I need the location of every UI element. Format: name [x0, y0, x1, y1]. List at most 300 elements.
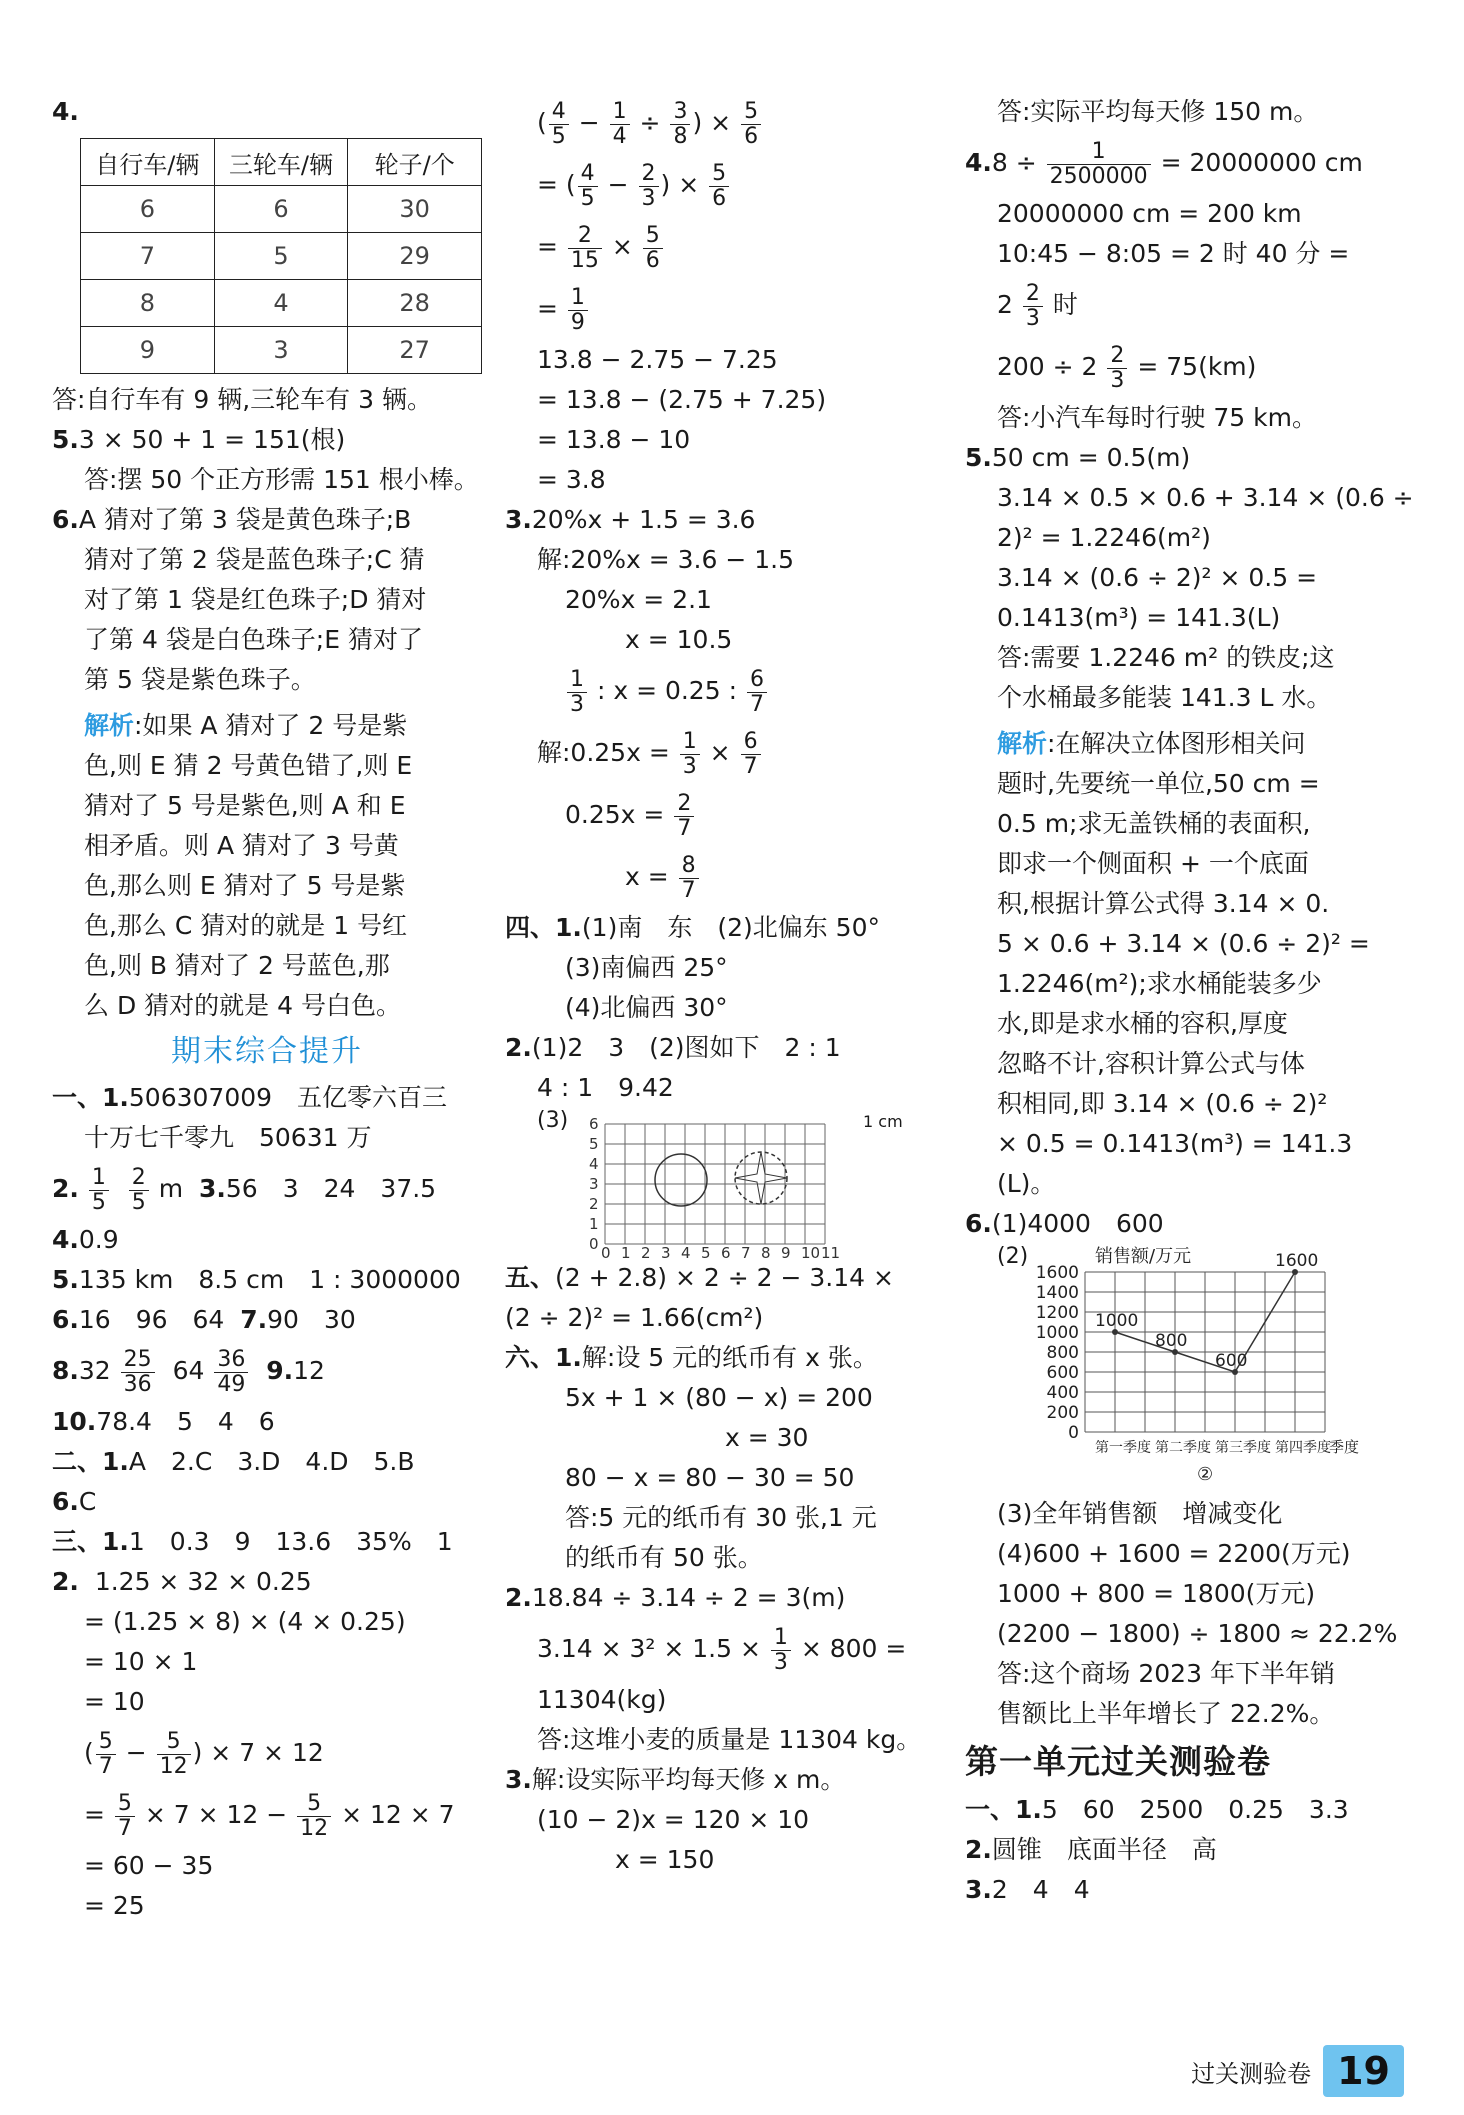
fraction	[121, 1348, 155, 1397]
table-cell: 28	[348, 280, 482, 327]
q6-line: 1000 + 800 = 1800(万元)	[997, 1579, 1316, 1608]
fraction	[96, 1730, 116, 1779]
q6-line: A 猜对了第 3 袋是黄色珠子;B	[78, 505, 412, 534]
analysis-block	[965, 724, 1385, 1204]
calc-line: 2)² = 1.2246(m²)	[997, 523, 1211, 552]
denominator: 6	[712, 185, 727, 211]
q5-answer: 答:摆 50 个正方形需 151 根小棒。	[84, 465, 479, 494]
denominator: 49	[217, 1371, 246, 1397]
s1-7-value: 90 30	[267, 1305, 356, 1334]
q5-number: 5.	[965, 443, 992, 472]
numerator: 2	[639, 162, 659, 187]
numerator: 4	[578, 162, 598, 187]
grid-y-label: 1	[589, 1215, 599, 1233]
fraction	[1047, 140, 1151, 189]
answer-line: 答:小汽车每时行驶 75 km。	[997, 403, 1317, 432]
equation-line: 20%x = 2.1	[565, 585, 712, 614]
denominator: 7	[681, 877, 696, 903]
s2-6-number: 6.	[52, 1487, 79, 1516]
sales-chart-figure	[965, 1244, 1385, 1494]
table-cell: 5	[214, 233, 348, 280]
q6-sub-label: (2)	[997, 1244, 1029, 1269]
denominator: 5	[91, 1189, 106, 1215]
grid-x-label: 7	[741, 1244, 751, 1262]
numerator: 5	[709, 162, 729, 187]
calc-text: = 75(km)	[1137, 352, 1257, 381]
calc-line: 50 cm = 0.5(m)	[991, 443, 1191, 472]
denominator: 7	[117, 1815, 132, 1841]
fraction	[709, 162, 729, 211]
calc-line: = 3.8	[537, 465, 606, 494]
numerator: 1	[771, 1626, 791, 1651]
s4-line: 4 : 1 9.42	[537, 1073, 674, 1102]
section-title: 期末综合提升	[171, 1034, 363, 1069]
calc-line: 3.14 × 0.5 × 0.6 + 3.14 × (0.6 ÷	[997, 483, 1414, 512]
analysis-line: 即求一个侧面积 + 一个底面	[997, 849, 1309, 878]
denominator: 6	[645, 247, 660, 273]
q6-line: (4)600 + 1600 = 2200(万元)	[997, 1539, 1351, 1568]
fraction	[578, 162, 598, 211]
s3-2-number: 2.	[52, 1567, 79, 1596]
calc-text: 3.14 × 3² × 1.5 ×	[537, 1634, 761, 1663]
equation-text: x =	[625, 862, 669, 891]
q5-equation: 3 × 50 + 1 = 151(根)	[78, 425, 346, 454]
calc-line: = 10 × 1	[84, 1647, 198, 1676]
grid-x-label: 9	[781, 1244, 791, 1262]
numerator: 2	[1023, 282, 1043, 307]
u1-prefix: 一、1.	[965, 1795, 1042, 1824]
fraction	[567, 668, 587, 717]
calc-text: × 800 =	[800, 1634, 907, 1663]
u3-value: 2 4 4	[991, 1875, 1090, 1904]
chart-ylabel: 销售额/万元	[1095, 1246, 1192, 1267]
u2-number: 2.	[965, 1835, 992, 1864]
denominator: 3	[641, 185, 656, 211]
analysis-line: 5 × 0.6 + 3.14 × (0.6 ÷ 2)² =	[997, 929, 1370, 958]
s1-10-value: 78.4 5 4 6	[96, 1407, 275, 1436]
fraction	[679, 854, 699, 903]
grid-y-label: 3	[589, 1175, 599, 1193]
chart-data-label: 800	[1155, 1331, 1188, 1351]
calc-text: ) × 7 × 12	[192, 1738, 324, 1767]
analysis-line: 色,那么 C 猜对的就是 1 号红	[84, 911, 408, 940]
fraction	[747, 668, 767, 717]
numerator: 2	[129, 1166, 149, 1191]
analysis-tag: 解析	[84, 711, 135, 740]
fraction	[674, 792, 694, 841]
analysis-line: 题时,先要统一单位,50 cm =	[997, 769, 1320, 798]
numerator: 5	[115, 1792, 135, 1817]
s6-line: 解:设 5 元的纸币有 x 张。	[581, 1343, 878, 1372]
fraction	[297, 1792, 331, 1841]
equation-line: 20%x + 1.5 = 3.6	[531, 505, 756, 534]
chart-ytick-label: 1200	[1035, 1303, 1079, 1323]
fraction	[741, 730, 761, 779]
chart-data-label: 1000	[1095, 1311, 1139, 1331]
s1-5-value: 135 km 8.5 cm 1 : 3000000	[78, 1265, 461, 1294]
fraction	[639, 162, 659, 211]
calc-line: 13.8 − 2.75 − 7.25	[537, 345, 778, 374]
chart-xtick-label: 第一季度	[1095, 1440, 1151, 1456]
s1-10-number: 10.	[52, 1407, 97, 1436]
calc-line: = 13.8 − 10	[537, 425, 691, 454]
analysis-line: × 0.5 = 0.1413(m³) = 141.3	[997, 1129, 1353, 1158]
q6-line: (1)4000 600	[991, 1209, 1164, 1238]
denominator: 5	[131, 1189, 146, 1215]
s6-line: 11304(kg)	[537, 1685, 667, 1714]
denominator: 7	[743, 753, 758, 779]
analysis-tag: 解析	[997, 729, 1048, 758]
equation-line: 解:20%x = 3.6 − 1.5	[537, 545, 794, 574]
analysis-line: :如果 A 猜对了 2 号是紫	[134, 711, 408, 740]
fraction	[568, 286, 588, 335]
denominator: 36	[123, 1371, 152, 1397]
grid-y-label: 4	[589, 1155, 599, 1173]
calc-line: 20000000 cm = 200 km	[997, 199, 1302, 228]
s6-3-number: 3.	[505, 1765, 532, 1794]
numerator: 1	[1047, 140, 1151, 165]
numerator: 4	[549, 100, 569, 125]
analysis-line: (L)。	[997, 1169, 1056, 1198]
chart-xtick-label: 第二季度	[1155, 1440, 1211, 1456]
denominator: 12	[159, 1753, 188, 1779]
table-cell: 29	[348, 233, 482, 280]
s1-2-number: 2.	[52, 1174, 79, 1203]
chart-ytick-label: 1600	[1035, 1263, 1079, 1283]
s6-line: 答:这堆小麦的质量是 11304 kg。	[537, 1725, 922, 1754]
fraction	[549, 100, 569, 149]
table-cell: 30	[348, 186, 482, 233]
q5-number: 5.	[52, 425, 79, 454]
calc-line: 答:需要 1.2246 m² 的铁皮;这	[997, 643, 1335, 672]
fraction	[129, 1166, 149, 1215]
analysis-line: 色,那么则 E 猜对了 5 号是紫	[84, 871, 406, 900]
q6-line: 了第 4 袋是白色珠子;E 猜对了	[84, 625, 423, 654]
s1-8-number: 8.	[52, 1356, 79, 1385]
u2-value: 圆锥 底面半径 高	[991, 1835, 1217, 1864]
chart-xlabel: 季度	[1329, 1438, 1360, 1456]
q6-line: (3)全年销售额 增减变化	[997, 1499, 1283, 1528]
s4-line: (4)北偏西 30°	[565, 993, 728, 1022]
denominator: 7	[677, 815, 692, 841]
numerator: 25	[121, 1348, 155, 1373]
numerator: 1	[568, 286, 588, 311]
numerator: 1	[567, 668, 587, 693]
calc-line: 1.25 × 32 × 0.25	[94, 1567, 312, 1596]
s5-prefix: 五、	[505, 1263, 556, 1292]
chart-figure-label: ②	[1197, 1464, 1214, 1485]
chart-xtick-label: 第三季度	[1215, 1440, 1271, 1456]
calc-text: 8 ÷	[991, 148, 1037, 177]
fraction	[670, 100, 690, 149]
table-header: 轮子/个	[348, 139, 482, 186]
fraction	[680, 730, 700, 779]
table-cell: 4	[214, 280, 348, 327]
table-cell: 27	[348, 327, 482, 374]
grid-y-label: 5	[589, 1135, 599, 1153]
fraction	[214, 1348, 248, 1397]
calc-text: × 7 × 12 −	[144, 1800, 288, 1829]
footer-label: 过关测验卷	[1191, 2059, 1312, 2088]
numerator: 6	[741, 730, 761, 755]
q6-line: 售额比上半年增长了 22.2%。	[997, 1699, 1335, 1728]
numerator: 5	[297, 1792, 331, 1817]
equation-text: 解:0.25x =	[537, 738, 670, 767]
s1-3-value: 56 3 24 37.5	[225, 1174, 437, 1203]
s1-4-number: 4.	[52, 1225, 79, 1254]
mixed-whole: 64	[172, 1356, 205, 1385]
chart-ytick-label: 400	[1046, 1383, 1079, 1403]
grid-x-label: 4	[681, 1244, 691, 1262]
mixed-whole: 2	[997, 290, 1013, 319]
table-cell: 7	[81, 233, 215, 280]
numerator: 2	[568, 224, 602, 249]
denominator: 5	[551, 123, 566, 149]
calc-line: 3.14 × (0.6 ÷ 2)² × 0.5 =	[997, 563, 1318, 592]
s1-1-line: 十万七千零九 50631 万	[84, 1123, 372, 1152]
numerator: 36	[214, 1348, 248, 1373]
denominator: 4	[612, 123, 627, 149]
denominator: 7	[749, 691, 764, 717]
calc-line: 10:45 − 8:05 = 2 时 40 分 =	[997, 239, 1350, 268]
s6-line: 的纸币有 50 张。	[565, 1543, 763, 1572]
grid-x-label: 2	[641, 1244, 651, 1262]
denominator: 7	[98, 1753, 113, 1779]
s4-2-number: 2.	[505, 1033, 532, 1062]
fraction	[741, 100, 761, 149]
s1-4-value: 0.9	[78, 1225, 119, 1254]
s4-prefix: 四、1.	[505, 913, 582, 942]
grid-x-label: 10	[801, 1244, 821, 1262]
grid-y-label: 0	[589, 1235, 599, 1253]
analysis-line: 猜对了 5 号是紫色,则 A 和 E	[84, 791, 406, 820]
chart-ytick-label: 0	[1068, 1423, 1079, 1443]
numerator: 6	[747, 668, 767, 693]
fraction	[1107, 344, 1127, 393]
denominator: 6	[744, 123, 759, 149]
dashed-circle-shape	[735, 1152, 787, 1204]
q6-number: 6.	[965, 1209, 992, 1238]
grid-scale-label: 1 cm	[863, 1112, 903, 1131]
q6-line: 第 5 袋是紫色珠子。	[84, 665, 316, 694]
q6-line: 答:这个商场 2023 年下半年销	[997, 1659, 1335, 1688]
s6-line: x = 30	[725, 1423, 809, 1452]
chart-data-label: 1600	[1275, 1251, 1319, 1271]
denominator: 3	[773, 1649, 788, 1675]
s6-line: 80 − x = 80 − 30 = 50	[565, 1463, 855, 1492]
calc-line: = 60 − 35	[84, 1851, 214, 1880]
column-2: ( $\frac{4}{5}$ − $\frac{1}{4}$ ÷ $\frac{3}{8}$ ) × $\frac{5}{6}$ = ( $\frac{4}{5}$ − $\frac{2}{3}$ ) × $\frac{5}{6}$ = $\frac{2}{15}$ × $\frac{5}{6}$ = $\frac{1}{9}$ 13.8 − 2.75 − 7.25 = 13.8 − (2.75 + 7.25) = 13.8 − 10 = 3.8 3.20%x + 1.5 = 3.6 解:20%x = 3.6 − 1.5 20%x = 2.1 x = 10.5 $\frac{1}{3}$ : x = 0.25 : $\frac{6}{7}$ 解:0.25x = $\frac{1}{3}$ × $\frac{6}{7}$ 0.25x = $\frac{2}{7}$ x = $\frac{8}{7}$ 四、1.(1)南 东 (2)北偏东 50° (3)南偏西 25° (4)北偏西 30° 2.(1)2 3 (2)图如下 2 : 1 4 : 1 9.42 (3) 0 1 2 3 4 5 6 7 8 9 10 11 0 1 2 3 4 5 6 1 cm 五、(2 + 2.8) × 2 ÷ 2 − 3.14 × (2 ÷ 2)² = 1.66(cm²) 六、1.解:设 5 元的纸币有 x 张。 5x + 1 × (80 − x) = 200 x = 30 80 − x = 80 − 30 = 50 答:5 元的纸币有 30 张,1 元 的纸币有 50 张。 2.18.84 ÷ 3.14 ÷ 2 = 3(m) 3.14 × 3² × 1.5 × $\frac{1}{3}$ × 800 = 11304(kg) 答:这堆小麦的质量是 11304 kg。 3.解:设实际平均每天修 x m。 (10 − 2)x = 120 × 10 x = 150	[505, 92, 945, 1880]
q6-line: 猜对了第 2 袋是蓝色珠子;C 猜	[84, 545, 425, 574]
answer-line: 答:实际平均每天修 150 m。	[997, 97, 1319, 126]
numerator: 5	[157, 1730, 191, 1755]
fraction	[568, 224, 602, 273]
denominator: 8	[673, 123, 688, 149]
denominator: 5	[580, 185, 595, 211]
s5-line: (2 + 2.8) × 2 ÷ 2 − 3.14 ×	[555, 1263, 894, 1292]
numerator: 1	[89, 1166, 109, 1191]
calc-text: 200 ÷ 2	[997, 352, 1098, 381]
fraction	[115, 1792, 135, 1841]
q6-line: (2200 − 1800) ÷ 1800 ≈ 22.2%	[997, 1619, 1398, 1648]
analysis-line: 忽略不计,容积计算公式与体	[997, 1049, 1305, 1078]
denominator: 3	[682, 753, 697, 779]
s6-line: x = 150	[615, 1845, 715, 1874]
u3-number: 3.	[965, 1875, 992, 1904]
grid-x-label: 1	[621, 1244, 631, 1262]
calc-text: 时	[1052, 290, 1078, 319]
analysis-block	[52, 706, 482, 1026]
s1-prefix: 一、1.	[52, 1083, 129, 1112]
numerator: 3	[670, 100, 690, 125]
chart-ytick-label: 800	[1046, 1343, 1079, 1363]
table-header: 自行车/辆	[81, 139, 215, 186]
s4-sub-label: (3)	[537, 1108, 569, 1133]
analysis-line: 色,则 B 猜对了 2 号蓝色,那	[84, 951, 390, 980]
s4-line: (1)2 3 (2)图如下 2 : 1	[531, 1033, 841, 1062]
s1-5-number: 5.	[52, 1265, 79, 1294]
denominator: 15	[570, 247, 599, 273]
numerator: 5	[643, 224, 663, 249]
calc-line: 0.1413(m³) = 141.3(L)	[997, 603, 1281, 632]
s3-1-value: 1 0.3 9 13.6 35% 1	[128, 1527, 453, 1556]
grid-y-label: 2	[589, 1195, 599, 1213]
fraction	[610, 100, 630, 149]
analysis-line: 么 D 猜对的就是 4 号白色。	[84, 991, 401, 1020]
denominator: 12	[300, 1815, 329, 1841]
circle-shape	[655, 1154, 707, 1206]
numerator: 2	[1107, 344, 1127, 369]
analysis-line: 1.2246(m²);求水桶能装多少	[997, 969, 1322, 998]
calc-line: = (1.25 × 8) × (4 × 0.25)	[84, 1607, 406, 1636]
fraction	[771, 1626, 791, 1675]
q4-number: 4.	[965, 148, 992, 177]
calc-line: = 10	[84, 1687, 145, 1716]
s6-line: 解:设实际平均每天修 x m。	[531, 1765, 846, 1794]
s5-line: (2 ÷ 2)² = 1.66(cm²)	[505, 1303, 764, 1332]
s6-line: 答:5 元的纸币有 30 张,1 元	[565, 1503, 877, 1532]
numerator: 8	[679, 854, 699, 879]
s6-prefix: 六、1.	[505, 1343, 582, 1372]
calc-text: × 12 × 7	[341, 1800, 455, 1829]
s1-9-number: 9.	[266, 1356, 294, 1385]
s2-6-value: C	[78, 1487, 97, 1516]
grid-x-label: 6	[721, 1244, 731, 1262]
denominator: 3	[1110, 367, 1125, 393]
chart-ytick-label: 1000	[1035, 1323, 1079, 1343]
numerator: 1	[610, 100, 630, 125]
table-cell: 6	[81, 186, 215, 233]
chart-xtick-label: 第四季度	[1275, 1440, 1331, 1456]
chart-ytick-label: 1400	[1035, 1283, 1079, 1303]
s1-6-value: 16 96 64	[78, 1305, 225, 1334]
page-number: 19	[1323, 2045, 1404, 2097]
bike-tricycle-table	[80, 138, 482, 374]
s1-1-line: 506307009 五亿零六百三	[128, 1083, 448, 1112]
s6-line: 18.84 ÷ 3.14 ÷ 2 = 3(m)	[531, 1583, 846, 1612]
fraction	[89, 1166, 109, 1215]
q6-line: 对了第 1 袋是红色珠子;D 猜对	[84, 585, 427, 614]
u1-value: 5 60 2500 0.25 3.3	[1041, 1795, 1349, 1824]
fraction	[1023, 282, 1043, 331]
denominator: 3	[1025, 305, 1040, 331]
table-cell: 9	[81, 327, 215, 374]
q4-number: 4.	[52, 97, 79, 126]
equation-text: 0.25x =	[565, 800, 665, 829]
s6-line: (10 − 2)x = 120 × 10	[537, 1805, 810, 1834]
page-footer	[1191, 2045, 1404, 2097]
grid-x-label: 11	[821, 1244, 841, 1262]
table-cell: 6	[214, 186, 348, 233]
sales-line-chart	[1015, 1244, 1360, 1494]
s3-3-number: 3.	[505, 505, 532, 534]
fraction	[157, 1730, 191, 1779]
analysis-line: 0.5 m;求无盖铁桶的表面积,	[997, 809, 1311, 838]
numerator: 1	[680, 730, 700, 755]
chart-data-label: 600	[1215, 1351, 1248, 1371]
equation-text: : x = 0.25 :	[596, 676, 737, 705]
table-cell: 3	[214, 327, 348, 374]
grid-x-label: 8	[761, 1244, 771, 1262]
analysis-line: 水,即是求水桶的容积,厚度	[997, 1009, 1288, 1038]
grid-figure	[505, 1108, 945, 1262]
mixed-whole: 32	[78, 1356, 111, 1385]
denominator: 3	[570, 691, 584, 717]
s6-line: 5x + 1 × (80 − x) = 200	[565, 1383, 873, 1412]
s6-2-number: 2.	[505, 1583, 532, 1612]
s4-line: (3)南偏西 25°	[565, 953, 728, 982]
grid-y-label: 6	[589, 1115, 599, 1133]
grid-x-label: 0	[601, 1244, 611, 1262]
grid-x-label: 3	[661, 1244, 671, 1262]
grid-x-label: 5	[701, 1244, 711, 1262]
table-cell: 8	[81, 280, 215, 327]
column-1: 4. 自行车/辆 三轮车/辆 轮子/个 6 6 30 7 5 29 8 4 28 9 3 27 答:自行车有 9 辆,三轮车有 3 辆。 5.3 × 50 + 1 = 151(根) 答:摆 50 个正方形需 151 根小棒。 6.A 猜对了第 3 袋是黄色珠子;B 猜对了第 2 袋是蓝色珠子;C 猜 对了第 1 袋是红色珠子;D 猜对 了第 4 袋是白色珠子;E 猜对了 第 5 袋是紫色珠子。 解析:如果 A 猜对了 2 号是紫 色,则 E 猜 2 号黄色错了,则 E 猜对了 5 号是紫色,则 A 和 E 相矛盾。则 A 猜对了 3 号黄 色,那么则 E 猜对了 5 号是紫 色,那么 C 猜对的就是 1 号红 色,则 B 猜对了 2 号蓝色,那 么 D 猜对的就是 4 号白色。 期末综合提升 一、1.506307009 五亿零六百三 十万七千零九 50631 万 2. $\frac{1}{5}$ $\frac{2}{5}$ m 3.56 3 24 37.5 4.0.9 5.135 km 8.5 cm 1 : 3000000 6.16 96 64 7.90 30 8.32 $\frac{25}{36}$ 64 $\frac{36}{49}$ 9.12 10.78.4 5 4 6 二、1.A 2.C 3.D 4.D 5.B 6.C 三、1.1 0.3 9 13.6 35% 1 2. 1.25 × 32 × 0.25 = (1.25 × 8) × (4 × 0.25) = 10 × 1 = 10 ( $\frac{5}{7}$ − $\frac{5}{12}$ ) × 7 × 12 = $\frac{5}{7}$ × 7 × 12 − $\frac{5}{12}$ × 12 × 7 = 60 − 35 = 25	[52, 92, 482, 1926]
s1-9-value: 12	[293, 1356, 325, 1385]
numerator: 5	[96, 1730, 116, 1755]
table-header: 三轮车/辆	[214, 139, 348, 186]
chart-ytick-label: 600	[1046, 1363, 1079, 1383]
analysis-line: 积相同,即 3.14 × (0.6 ÷ 2)²	[997, 1089, 1328, 1118]
column-3	[965, 92, 1414, 1910]
s3-prefix: 三、1.	[52, 1527, 129, 1556]
calc-text: = 20000000 cm	[1160, 148, 1363, 177]
analysis-line: 积,根据计算公式得 3.14 × 0.	[997, 889, 1330, 918]
analysis-line: 相矛盾。则 A 猜对了 3 号黄	[84, 831, 399, 860]
equation-line: x = 10.5	[625, 625, 733, 654]
denominator: 2500000	[1049, 163, 1148, 189]
s4-line: (1)南 东 (2)北偏东 50°	[581, 913, 880, 942]
s1-6-number: 6.	[52, 1305, 79, 1334]
calc-line: 个水桶最多能装 141.3 L 水。	[997, 683, 1332, 712]
numerator: 2	[674, 792, 694, 817]
chart-ytick-label: 200	[1046, 1403, 1079, 1423]
calc-line: = 13.8 − (2.75 + 7.25)	[537, 385, 827, 414]
numerator: 5	[741, 100, 761, 125]
s1-3-number: 3.	[198, 1174, 226, 1203]
q4-answer: 答:自行车有 9 辆,三轮车有 3 辆。	[52, 385, 432, 414]
coordinate-grid	[575, 1108, 875, 1262]
s1-7-number: 7.	[240, 1305, 268, 1334]
s2-answers: A 2.C 3.D 4.D 5.B	[128, 1447, 415, 1476]
unit-test-title: 第一单元过关测验卷	[965, 1742, 1271, 1781]
unit-text: m	[158, 1174, 184, 1203]
calc-line: = 25	[84, 1891, 145, 1920]
denominator: 9	[570, 309, 585, 335]
q6-number: 6.	[52, 505, 79, 534]
analysis-line: :在解决立体图形相关问	[1047, 729, 1306, 758]
analysis-line: 色,则 E 猜 2 号黄色错了,则 E	[84, 751, 413, 780]
